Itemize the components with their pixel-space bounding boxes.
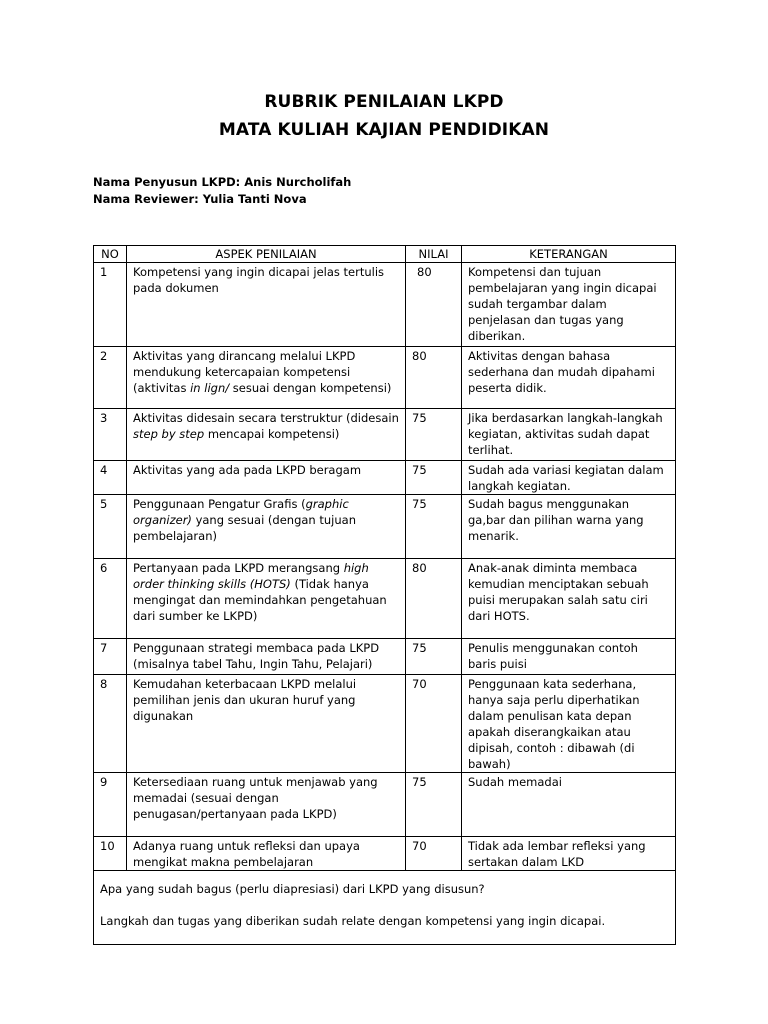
row-aspek [127, 347, 406, 409]
row-nilai: 80 [406, 559, 462, 639]
row-keterangan: Aktivitas dengan bahasa sederhana dan mudah dipahami peserta didik. [462, 347, 676, 409]
row-nilai: 75 [406, 639, 462, 675]
row-aspek [127, 559, 406, 639]
row-nilai: 75 [406, 409, 462, 461]
aspek-text: yang sesuai (dengan tujuan pembelajaran) [133, 513, 356, 543]
row-keterangan: Kompetensi dan tujuan pembelajaran yang ingin dicapai sudah tergambar dalam penjelasan dan tugas yang diberikan. [462, 263, 676, 347]
row-keterangan: Sudah ada variasi kegiatan dalam langkah kegiatan. [462, 461, 676, 495]
row-keterangan: Jika berdasarkan langkah-langkah kegiatan, aktivitas sudah dapat terlihat. [462, 409, 676, 461]
row-no: 6 [94, 559, 127, 639]
header-no: NO [94, 246, 127, 263]
row-aspek [127, 409, 406, 461]
row-no: 5 [94, 495, 127, 559]
summary-row [94, 871, 676, 945]
row-aspek: Kemudahan keterbacaan LKPD melalui pemilihan jenis dan ukuran huruf yang digunakan [127, 675, 406, 773]
row-no: 8 [94, 675, 127, 773]
row-no: 3 [94, 409, 127, 461]
row-no: 2 [94, 347, 127, 409]
summary-question: Apa yang sudah bagus (perlu diapresiasi) dari LKPD yang disusun? [100, 882, 485, 896]
row-keterangan: Sudah bagus menggunakan ga,bar dan pilihan warna yang menarik. [462, 495, 676, 559]
header-aspek: ASPEK PENILAIAN [127, 246, 406, 263]
row-nilai: 75 [406, 495, 462, 559]
row-keterangan: Penulis menggunakan contoh baris puisi [462, 639, 676, 675]
row-keterangan: Anak-anak diminta membaca kemudian menciptakan sebuah puisi merupakan salah satu ciri dari HOTS. [462, 559, 676, 639]
table-row [94, 347, 676, 409]
table-row [94, 263, 676, 347]
aspek-italic-text: high order thinking skills (HOTS) [133, 561, 369, 591]
aspek-italic-text: in lign/ [190, 381, 230, 395]
summary-cell [94, 871, 676, 945]
row-aspek: Ketersediaan ruang untuk menjawab yang memadai (sesuai dengan penugasan/pertanyaan pada LKPD) [127, 773, 406, 837]
aspek-text: Aktivitas didesain secara terstruktur (didesain [133, 411, 399, 425]
row-no: 1 [94, 263, 127, 347]
author-line: Nama Penyusun LKPD: Anis Nurcholifah [93, 175, 352, 189]
row-no: 9 [94, 773, 127, 837]
row-keterangan: Sudah memadai [462, 773, 676, 837]
row-no: 10 [94, 837, 127, 871]
row-nilai: 75 [406, 461, 462, 495]
row-aspek: Penggunaan strategi membaca pada LKPD (misalnya tabel Tahu, Ingin Tahu, Pelajari) [127, 639, 406, 675]
document-title: RUBRIK PENILAIAN LKPD [264, 92, 504, 112]
row-no: 4 [94, 461, 127, 495]
header-keterangan: KETERANGAN [462, 246, 676, 263]
aspek-text: Pertanyaan pada LKPD merangsang [133, 561, 344, 575]
aspek-text: Aktivitas yang dirancang melalui LKPD mendukung ketercapaian kompetensi (aktivitas [133, 349, 356, 395]
aspek-text: mencapai kompetensi) [204, 427, 340, 441]
row-nilai: 80 [406, 263, 462, 347]
table-row [94, 675, 676, 773]
table-row [94, 461, 676, 495]
aspek-italic-text: step by step [133, 427, 205, 441]
table-row [94, 409, 676, 461]
table-row [94, 495, 676, 559]
row-aspek: Aktivitas yang ada pada LKPD beragam [127, 461, 406, 495]
row-aspek [127, 495, 406, 559]
aspek-text: (Tidak hanya mengingat dan memindahkan pengetahuan dari sumber ke LKPD) [133, 577, 387, 623]
summary-answer: Langkah dan tugas yang diberikan sudah relate dengan kompetensi yang ingin dicapai. [100, 914, 606, 928]
row-nilai: 80 [406, 347, 462, 409]
rubric-table [93, 245, 676, 945]
table-row [94, 773, 676, 837]
table-header-row [94, 246, 676, 263]
rubric-body [94, 263, 676, 871]
aspek-text: Penggunaan Pengatur Grafis ( [133, 497, 306, 511]
aspek-italic-text: graphic organizer) [133, 497, 349, 527]
table-row [94, 837, 676, 871]
header-nilai: NILAI [406, 246, 462, 263]
row-nilai: 70 [406, 675, 462, 773]
row-aspek: Kompetensi yang ingin dicapai jelas tertulis pada dokumen [127, 263, 406, 347]
row-keterangan: Tidak ada lembar refleksi yang sertakan dalam LKD [462, 837, 676, 871]
reviewer-line: Nama Reviewer: Yulia Tanti Nova [93, 192, 307, 206]
table-row [94, 559, 676, 639]
document-subtitle: MATA KULIAH KAJIAN PENDIDIKAN [218, 120, 550, 140]
row-nilai: 75 [406, 773, 462, 837]
row-nilai: 70 [406, 837, 462, 871]
table-row [94, 639, 676, 675]
row-keterangan: Penggunaan kata sederhana, hanya saja perlu diperhatikan dalam penulisan kata depan apakah diserangkaikan atau dipisah, contoh : dibawah (di bawah) [462, 675, 676, 773]
row-aspek: Adanya ruang untuk refleksi dan upaya mengikat makna pembelajaran [127, 837, 406, 871]
row-no: 7 [94, 639, 127, 675]
aspek-text: sesuai dengan kompetensi) [229, 381, 392, 395]
